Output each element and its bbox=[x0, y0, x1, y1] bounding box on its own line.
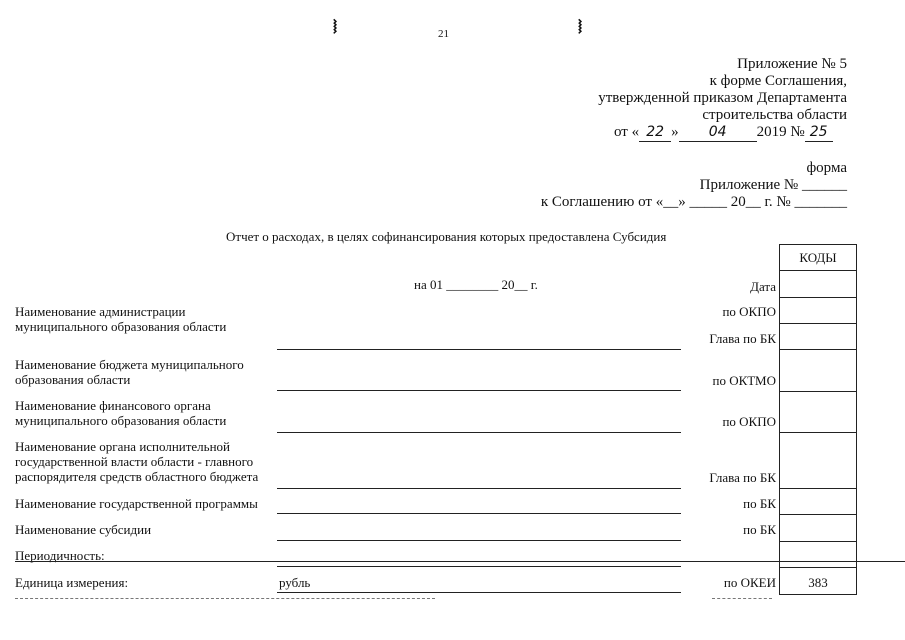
row-label-budget bbox=[15, 357, 244, 387]
underline-state-program bbox=[277, 513, 681, 514]
handwritten-number: 25 bbox=[805, 124, 833, 142]
underline-finance-body bbox=[277, 432, 681, 433]
appendix-line-1: Приложение № 5 bbox=[737, 56, 847, 72]
code-value-okei: 383 bbox=[808, 575, 828, 590]
date-mid: » bbox=[671, 124, 679, 140]
row-label-periodicity: Периодичность: bbox=[15, 548, 105, 563]
form-label: форма bbox=[806, 160, 847, 176]
codes-header bbox=[779, 244, 857, 271]
binding-mark-left: ⧘ bbox=[333, 16, 338, 38]
code-divider bbox=[779, 432, 857, 433]
row-label-executive-body bbox=[15, 439, 258, 484]
binding-mark-right: ⧘ bbox=[578, 16, 583, 38]
handwritten-day: 22 bbox=[639, 124, 671, 142]
date-year: 2019 № bbox=[756, 124, 805, 140]
underline-executive-body bbox=[277, 488, 681, 489]
code-divider bbox=[779, 349, 857, 350]
appendix-line-2: к форме Соглашения, bbox=[709, 73, 847, 89]
code-label-okpo-2: по ОКПО bbox=[722, 414, 776, 429]
code-divider bbox=[779, 391, 857, 392]
row-label-line: распорядителя средств областного бюджета bbox=[15, 469, 259, 484]
row-label-administration bbox=[15, 304, 226, 334]
code-label-bk-2: по БК bbox=[743, 522, 776, 537]
approval-date-line bbox=[614, 124, 833, 142]
code-label-bk-1: по БК bbox=[743, 496, 776, 511]
code-label-okpo-1: по ОКПО bbox=[722, 304, 776, 319]
report-date-line: на 01 ________ 20__ г. bbox=[414, 277, 538, 292]
row-label-state-program: Наименование государственной программы bbox=[15, 496, 258, 511]
code-label-okei: по ОКЕИ bbox=[723, 575, 776, 590]
code-label-oktmo: по ОКТМО bbox=[712, 373, 776, 388]
code-divider bbox=[779, 567, 857, 568]
appendix-number: Приложение № ______ bbox=[699, 177, 847, 193]
row-label-unit: Единица измерения: bbox=[15, 575, 129, 590]
row-label-line: Наименование органа исполнительной bbox=[15, 439, 231, 454]
underline-administration bbox=[277, 349, 681, 350]
bottom-dashed-rule-right bbox=[712, 598, 772, 599]
appendix-line-4: строительства области bbox=[702, 107, 847, 123]
underline-unit bbox=[277, 592, 681, 593]
report-title: Отчет о расходах, в целях софинансирования которых предоставлена Субсидия bbox=[226, 229, 667, 244]
row-label-subsidy: Наименование субсидии bbox=[15, 522, 152, 537]
code-divider bbox=[779, 297, 857, 298]
row-label-line: Наименование бюджета муниципального bbox=[15, 357, 244, 372]
handwritten-month: 04 bbox=[679, 124, 757, 142]
underline-budget bbox=[277, 390, 681, 391]
row-label-line: муниципального образования области bbox=[15, 319, 227, 334]
code-divider bbox=[779, 488, 857, 489]
row-label-finance-body bbox=[15, 398, 226, 428]
code-divider bbox=[779, 541, 857, 542]
row-label-line: муниципального образования области bbox=[15, 413, 227, 428]
underline-subsidy bbox=[277, 540, 681, 541]
code-divider bbox=[779, 323, 857, 324]
row-label-line: Наименование администрации bbox=[15, 304, 186, 319]
page-number: 21 bbox=[438, 28, 449, 40]
code-label-date: Дата bbox=[750, 279, 776, 294]
code-label-glava-bk-2: Глава по БК bbox=[709, 470, 776, 485]
underline-periodicity bbox=[277, 566, 681, 567]
unit-value: рубль bbox=[279, 575, 311, 590]
row-label-line: Наименование финансового органа bbox=[15, 398, 211, 413]
code-label-glava-bk-1: Глава по БК bbox=[709, 331, 776, 346]
date-prefix: от « bbox=[614, 124, 640, 140]
code-divider bbox=[779, 514, 857, 515]
bottom-dashed-rule bbox=[15, 598, 435, 599]
row-label-line: государственной власти области - главного bbox=[15, 454, 254, 469]
periodicity-rule bbox=[15, 561, 905, 562]
agreement-line: к Соглашению от «__» _____ 20__ г. № _______ bbox=[540, 194, 847, 210]
codes-header-label: КОДЫ bbox=[799, 250, 837, 265]
row-label-line: образования области bbox=[15, 372, 131, 387]
appendix-line-3: утвержденной приказом Департамента bbox=[598, 90, 847, 106]
